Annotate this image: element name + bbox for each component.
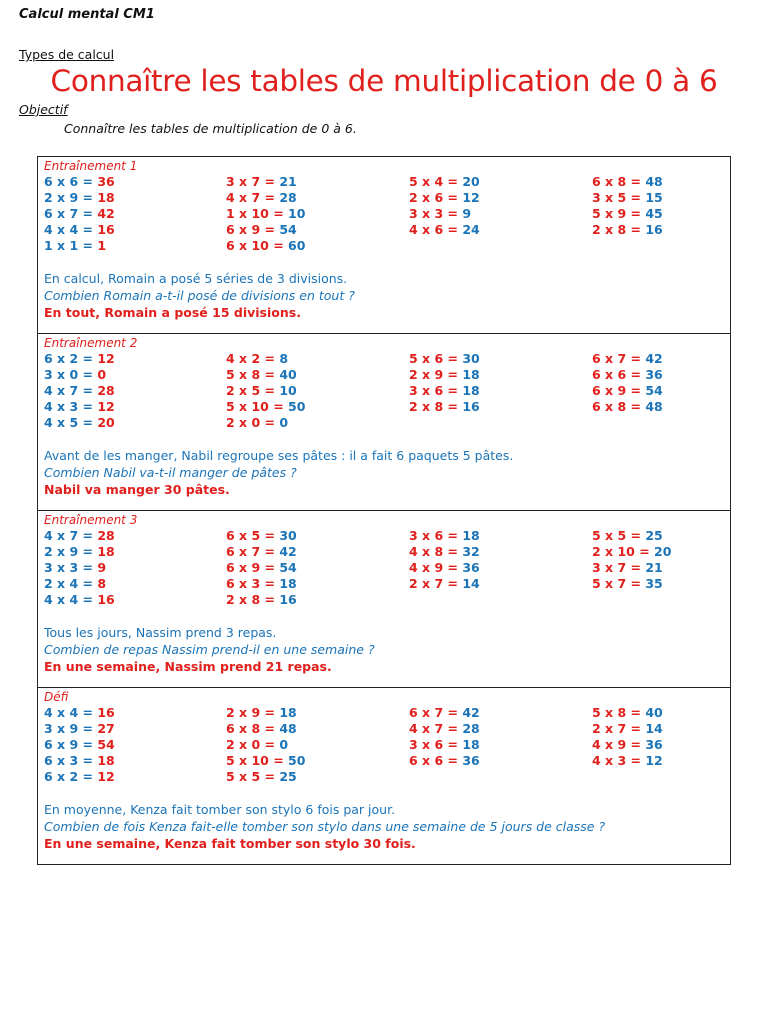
multiplication-item xyxy=(226,399,409,415)
multiplication-answer: 36 xyxy=(462,560,480,575)
problem-question: Combien Nabil va-t-il manger de pâtes ? xyxy=(44,465,297,480)
multiplication-answer: 42 xyxy=(97,206,115,221)
multiplication-question: 4 x 6 = xyxy=(409,222,463,237)
multiplication-answer: 21 xyxy=(279,174,297,189)
multiplication-answer: 8 xyxy=(97,576,107,591)
multiplication-item xyxy=(409,351,592,367)
multiplication-item xyxy=(409,528,592,544)
multiplication-answer: 16 xyxy=(97,705,115,720)
multiplication-question: 6 x 3 = xyxy=(226,576,280,591)
multiplication-question: 1 x 1 = xyxy=(44,238,98,253)
multiplication-answer: 12 xyxy=(97,351,115,366)
multiplication-question: 5 x 7 = xyxy=(592,576,646,591)
multiplication-question: 3 x 6 = xyxy=(409,528,463,543)
multiplication-question: 4 x 5 = xyxy=(44,415,98,430)
multiplication-item xyxy=(226,769,409,785)
multiplication-answer: 54 xyxy=(279,560,297,575)
multiplication-question: 4 x 9 = xyxy=(409,560,463,575)
multiplication-item xyxy=(592,753,732,769)
multiplication-question: 4 x 7 = xyxy=(44,383,98,398)
multiplication-answer: 25 xyxy=(279,769,297,784)
multiplication-item xyxy=(226,206,409,222)
multiplication-item xyxy=(44,238,226,254)
multiplication-item xyxy=(592,206,732,222)
multiplication-item xyxy=(44,737,226,753)
multiplication-answer: 8 xyxy=(279,351,289,366)
section-title: Défi xyxy=(44,690,69,704)
multiplication-item xyxy=(226,528,409,544)
multiplication-item xyxy=(592,560,732,576)
multiplication-item xyxy=(409,222,592,238)
multiplication-answer: 50 xyxy=(288,399,306,414)
multiplication-question: 2 x 5 = xyxy=(226,383,280,398)
exercise-section xyxy=(38,688,730,864)
multiplication-item xyxy=(44,753,226,769)
multiplication-item xyxy=(409,737,592,753)
multiplication-answer: 14 xyxy=(645,721,663,736)
multiplication-answer: 40 xyxy=(279,367,297,382)
multiplication-question: 4 x 4 = xyxy=(44,222,98,237)
multiplication-answer: 28 xyxy=(279,190,297,205)
multiplication-question: 4 x 4 = xyxy=(44,592,98,607)
multiplication-question: 2 x 0 = xyxy=(226,415,280,430)
multiplication-item xyxy=(44,367,226,383)
multiplication-question: 2 x 6 = xyxy=(409,190,463,205)
problem-question: Combien Romain a-t-il posé de divisions en tout ? xyxy=(44,288,355,303)
multiplication-item xyxy=(226,753,409,769)
multiplication-item xyxy=(226,351,409,367)
multiplication-question: 2 x 7 = xyxy=(592,721,646,736)
multiplication-answer: 25 xyxy=(645,528,663,543)
multiplication-item xyxy=(44,206,226,222)
multiplication-question: 3 x 3 = xyxy=(409,206,463,221)
multiplication-answer: 15 xyxy=(645,190,663,205)
multiplication-question: 5 x 10 = xyxy=(226,753,289,768)
multiplication-item xyxy=(592,415,732,431)
multiplication-item xyxy=(44,190,226,206)
multiplication-answer: 0 xyxy=(279,415,289,430)
multiplication-question: 3 x 6 = xyxy=(409,737,463,752)
multiplication-question: 6 x 7 = xyxy=(226,544,280,559)
multiplication-question: 4 x 9 = xyxy=(592,737,646,752)
multiplication-question: 3 x 3 = xyxy=(44,560,98,575)
section-title: Entraînement 3 xyxy=(44,513,138,527)
multiplication-question: 5 x 10 = xyxy=(226,399,289,414)
multiplication-question: 5 x 5 = xyxy=(592,528,646,543)
multiplication-answer: 35 xyxy=(645,576,663,591)
multiplication-item xyxy=(592,721,732,737)
multiplication-item xyxy=(592,769,732,785)
multiplication-item xyxy=(44,399,226,415)
multiplication-question: 4 x 3 = xyxy=(44,399,98,414)
multiplication-item xyxy=(409,206,592,222)
multiplication-answer: 40 xyxy=(645,705,663,720)
problem-statement: En calcul, Romain a posé 5 séries de 3 divisions. xyxy=(44,271,348,286)
multiplication-item xyxy=(226,560,409,576)
multiplication-question: 6 x 6 = xyxy=(592,367,646,382)
multiplication-answer: 42 xyxy=(279,544,297,559)
multiplication-item xyxy=(592,238,732,254)
multiplication-answer: 18 xyxy=(97,190,115,205)
multiplication-question: 5 x 8 = xyxy=(592,705,646,720)
section-title: Entraînement 2 xyxy=(44,336,138,350)
multiplication-question: 6 x 9 = xyxy=(592,383,646,398)
multiplication-item xyxy=(409,544,592,560)
multiplication-question: 6 x 8 = xyxy=(592,174,646,189)
multiplication-item xyxy=(409,721,592,737)
multiplication-answer: 16 xyxy=(97,592,115,607)
multiplication-item xyxy=(226,238,409,254)
word-problem xyxy=(44,801,605,852)
multiplication-answer: 36 xyxy=(645,737,663,752)
multiplication-answer: 0 xyxy=(97,367,107,382)
multiplication-answer: 21 xyxy=(645,560,663,575)
multiplication-answer: 18 xyxy=(279,576,297,591)
multiplication-question: 3 x 7 = xyxy=(592,560,646,575)
multiplication-item xyxy=(409,367,592,383)
multiplication-question: 2 x 8 = xyxy=(226,592,280,607)
multiplication-question: 3 x 7 = xyxy=(226,174,280,189)
problem-answer: En une semaine, Nassim prend 21 repas. xyxy=(44,659,332,674)
multiplication-item xyxy=(44,528,226,544)
multiplication-question: 6 x 10 = xyxy=(226,238,289,253)
multiplication-item xyxy=(409,753,592,769)
multiplication-answer: 48 xyxy=(279,721,297,736)
multiplication-answer: 12 xyxy=(645,753,663,768)
multiplication-question: 2 x 10 = xyxy=(592,544,655,559)
multiplication-answer: 36 xyxy=(645,367,663,382)
multiplication-answer: 54 xyxy=(97,737,115,752)
multiplication-question: 5 x 9 = xyxy=(592,206,646,221)
multiplication-item xyxy=(409,399,592,415)
multiplication-answer: 54 xyxy=(279,222,297,237)
multiplication-item xyxy=(44,576,226,592)
multiplication-answer: 30 xyxy=(462,351,480,366)
multiplication-item xyxy=(592,222,732,238)
problem-statement: Tous les jours, Nassim prend 3 repas. xyxy=(44,625,277,640)
multiplication-item xyxy=(409,415,592,431)
multiplication-item xyxy=(44,544,226,560)
multiplication-question: 6 x 9 = xyxy=(226,560,280,575)
multiplication-answer: 18 xyxy=(279,705,297,720)
multiplication-answer: 1 xyxy=(97,238,107,253)
multiplication-question: 3 x 9 = xyxy=(44,721,98,736)
multiplication-grid xyxy=(44,351,730,431)
word-problem xyxy=(44,447,513,498)
multiplication-answer: 20 xyxy=(462,174,480,189)
multiplication-question: 6 x 7 = xyxy=(592,351,646,366)
multiplication-answer: 27 xyxy=(97,721,115,736)
document-title: Calcul mental CM1 xyxy=(19,7,155,22)
multiplication-question: 6 x 3 = xyxy=(44,753,98,768)
multiplication-question: 6 x 9 = xyxy=(226,222,280,237)
multiplication-item xyxy=(592,705,732,721)
multiplication-item xyxy=(226,705,409,721)
multiplication-item xyxy=(226,737,409,753)
multiplication-question: 5 x 4 = xyxy=(409,174,463,189)
multiplication-item xyxy=(409,190,592,206)
multiplication-answer: 50 xyxy=(288,753,306,768)
multiplication-answer: 18 xyxy=(462,367,480,382)
multiplication-item xyxy=(226,576,409,592)
problem-question: Combien de repas Nassim prend-il en une semaine ? xyxy=(44,642,375,657)
multiplication-answer: 36 xyxy=(462,753,480,768)
multiplication-item xyxy=(409,238,592,254)
multiplication-item xyxy=(226,415,409,431)
multiplication-question: 6 x 9 = xyxy=(44,737,98,752)
multiplication-question: 5 x 8 = xyxy=(226,367,280,382)
multiplication-question: 4 x 2 = xyxy=(226,351,280,366)
multiplication-item xyxy=(592,174,732,190)
multiplication-item xyxy=(44,721,226,737)
multiplication-question: 4 x 7 = xyxy=(409,721,463,736)
multiplication-item xyxy=(592,367,732,383)
multiplication-answer: 18 xyxy=(462,528,480,543)
multiplication-item xyxy=(409,383,592,399)
multiplication-item xyxy=(409,592,592,608)
multiplication-question: 3 x 5 = xyxy=(592,190,646,205)
multiplication-answer: 32 xyxy=(462,544,480,559)
multiplication-item xyxy=(44,592,226,608)
page-title: Connaître les tables de multiplication de 0 à 6 xyxy=(50,64,718,98)
multiplication-answer: 36 xyxy=(97,174,115,189)
multiplication-answer: 24 xyxy=(462,222,480,237)
multiplication-question: 3 x 6 = xyxy=(409,383,463,398)
multiplication-item xyxy=(44,383,226,399)
problem-answer: Nabil va manger 30 pâtes. xyxy=(44,482,230,497)
multiplication-question: 4 x 8 = xyxy=(409,544,463,559)
multiplication-answer: 16 xyxy=(462,399,480,414)
problem-statement: Avant de les manger, Nabil regroupe ses pâtes : il a fait 6 paquets 5 pâtes. xyxy=(44,448,514,463)
multiplication-question: 2 x 9 = xyxy=(44,190,98,205)
multiplication-grid xyxy=(44,174,730,254)
multiplication-item xyxy=(592,190,732,206)
problem-answer: En une semaine, Kenza fait tomber son stylo 30 fois. xyxy=(44,836,416,851)
multiplication-question: 2 x 9 = xyxy=(409,367,463,382)
exercise-section xyxy=(38,334,730,511)
multiplication-item xyxy=(226,592,409,608)
multiplication-item xyxy=(592,399,732,415)
multiplication-question: 6 x 2 = xyxy=(44,769,98,784)
multiplication-item xyxy=(409,705,592,721)
multiplication-question: 2 x 9 = xyxy=(226,705,280,720)
multiplication-answer: 20 xyxy=(97,415,115,430)
multiplication-answer: 0 xyxy=(279,737,289,752)
multiplication-question: 2 x 9 = xyxy=(44,544,98,559)
exercise-sheet xyxy=(37,156,731,865)
multiplication-answer: 28 xyxy=(462,721,480,736)
multiplication-question: 6 x 6 = xyxy=(409,753,463,768)
multiplication-grid xyxy=(44,705,730,785)
multiplication-item xyxy=(592,351,732,367)
multiplication-item xyxy=(592,576,732,592)
multiplication-answer: 18 xyxy=(462,383,480,398)
multiplication-answer: 28 xyxy=(97,383,115,398)
multiplication-answer: 48 xyxy=(645,174,663,189)
multiplication-question: 2 x 0 = xyxy=(226,737,280,752)
multiplication-question: 5 x 6 = xyxy=(409,351,463,366)
exercise-section xyxy=(38,157,730,334)
multiplication-question: 2 x 7 = xyxy=(409,576,463,591)
multiplication-item xyxy=(226,544,409,560)
multiplication-item xyxy=(44,351,226,367)
multiplication-item xyxy=(592,383,732,399)
multiplication-question: 1 x 10 = xyxy=(226,206,289,221)
multiplication-answer: 12 xyxy=(97,399,115,414)
multiplication-answer: 20 xyxy=(654,544,672,559)
multiplication-item xyxy=(226,190,409,206)
multiplication-item xyxy=(409,560,592,576)
multiplication-item xyxy=(592,592,732,608)
multiplication-answer: 42 xyxy=(645,351,663,366)
multiplication-answer: 9 xyxy=(97,560,107,575)
objectif-text: Connaître les tables de multiplication de 0 à 6. xyxy=(64,121,357,136)
multiplication-answer: 30 xyxy=(279,528,297,543)
multiplication-answer: 60 xyxy=(288,238,306,253)
multiplication-item xyxy=(226,721,409,737)
multiplication-item xyxy=(226,367,409,383)
multiplication-answer: 14 xyxy=(462,576,480,591)
multiplication-question: 6 x 7 = xyxy=(409,705,463,720)
multiplication-answer: 16 xyxy=(279,592,297,607)
objectif-label: Objectif xyxy=(19,102,68,117)
multiplication-answer: 28 xyxy=(97,528,115,543)
multiplication-answer: 45 xyxy=(645,206,663,221)
problem-answer: En tout, Romain a posé 15 divisions. xyxy=(44,305,301,320)
problem-question: Combien de fois Kenza fait-elle tomber son stylo dans une semaine de 5 jours de classe ? xyxy=(44,819,606,834)
multiplication-answer: 42 xyxy=(462,705,480,720)
multiplication-answer: 16 xyxy=(97,222,115,237)
multiplication-answer: 48 xyxy=(645,399,663,414)
multiplication-answer: 18 xyxy=(462,737,480,752)
multiplication-item xyxy=(44,705,226,721)
multiplication-answer: 16 xyxy=(645,222,663,237)
multiplication-answer: 18 xyxy=(97,753,115,768)
multiplication-item xyxy=(409,576,592,592)
multiplication-answer: 18 xyxy=(97,544,115,559)
multiplication-question: 2 x 8 = xyxy=(592,222,646,237)
multiplication-question: 6 x 5 = xyxy=(226,528,280,543)
problem-statement: En moyenne, Kenza fait tomber son stylo 6 fois par jour. xyxy=(44,802,396,817)
multiplication-answer: 9 xyxy=(462,206,472,221)
multiplication-question: 6 x 2 = xyxy=(44,351,98,366)
section-title: Entraînement 1 xyxy=(44,159,138,173)
multiplication-question: 3 x 0 = xyxy=(44,367,98,382)
multiplication-item xyxy=(409,769,592,785)
word-problem xyxy=(44,624,375,675)
multiplication-answer: 12 xyxy=(462,190,480,205)
multiplication-question: 4 x 7 = xyxy=(226,190,280,205)
multiplication-answer: 10 xyxy=(279,383,297,398)
multiplication-item xyxy=(44,560,226,576)
multiplication-question: 6 x 8 = xyxy=(226,721,280,736)
multiplication-item xyxy=(44,222,226,238)
multiplication-item xyxy=(409,174,592,190)
multiplication-grid xyxy=(44,528,730,608)
word-problem xyxy=(44,270,355,321)
multiplication-question: 6 x 6 = xyxy=(44,174,98,189)
multiplication-question: 2 x 8 = xyxy=(409,399,463,414)
multiplication-question: 4 x 7 = xyxy=(44,528,98,543)
multiplication-item xyxy=(44,415,226,431)
multiplication-item xyxy=(592,544,732,560)
multiplication-question: 5 x 5 = xyxy=(226,769,280,784)
multiplication-answer: 12 xyxy=(97,769,115,784)
multiplication-answer: 54 xyxy=(645,383,663,398)
multiplication-question: 4 x 3 = xyxy=(592,753,646,768)
multiplication-item xyxy=(226,222,409,238)
multiplication-item xyxy=(44,769,226,785)
multiplication-question: 2 x 4 = xyxy=(44,576,98,591)
multiplication-item xyxy=(592,528,732,544)
exercise-section xyxy=(38,511,730,688)
types-label: Types de calcul xyxy=(19,47,115,62)
multiplication-item xyxy=(592,737,732,753)
multiplication-question: 6 x 7 = xyxy=(44,206,98,221)
multiplication-question: 4 x 4 = xyxy=(44,705,98,720)
multiplication-answer: 10 xyxy=(288,206,306,221)
multiplication-item xyxy=(44,174,226,190)
multiplication-item xyxy=(226,174,409,190)
multiplication-question: 6 x 8 = xyxy=(592,399,646,414)
multiplication-item xyxy=(226,383,409,399)
